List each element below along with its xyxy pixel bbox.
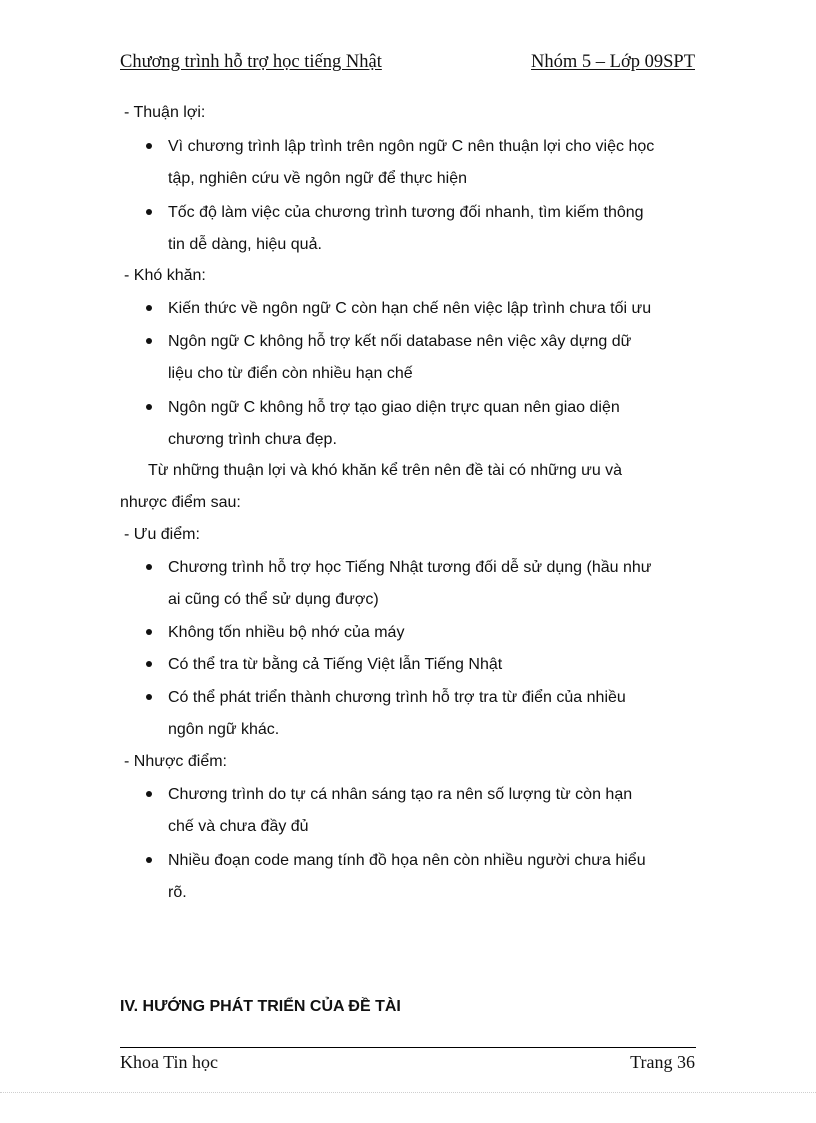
label-thuan-loi: - Thuận lợi: (124, 104, 206, 121)
bullet-icon (146, 661, 152, 667)
bullet-icon (146, 305, 152, 311)
list-item: Ngôn ngữ C không hỗ trợ tạo giao diện trực quan nên giao diện (168, 399, 620, 416)
paragraph-line: Từ những thuận lợi và khó khăn kể trên nên đề tài có những ưu và (148, 462, 623, 479)
section-heading: IV. HƯỚNG PHÁT TRIỂN CỦA ĐỀ TÀI (120, 998, 401, 1015)
list-item-continuation: tin dễ dàng, hiệu quả. (168, 236, 322, 253)
page-number: Trang 36 (630, 1052, 695, 1072)
label-uu-diem: - Ưu điểm: (124, 526, 200, 543)
list-item: Có thể phát triển thành chương trình hỗ trợ tra từ điển của nhiều (168, 689, 626, 706)
list-item: Ngôn ngữ C không hỗ trợ kết nối database nên việc xây dựng dữ (168, 333, 632, 350)
list-item: Không tốn nhiều bộ nhớ của máy (168, 624, 405, 641)
list-item-continuation: tập, nghiên cứu về ngôn ngữ để thực hiện (168, 170, 468, 187)
bullet-icon (146, 338, 152, 344)
list-item: Có thể tra từ bằng cả Tiếng Việt lẫn Tiếng Nhật (168, 656, 503, 673)
list-item: Nhiều đoạn code mang tính đồ họa nên còn nhiều người chưa hiểu (168, 852, 646, 869)
list-item-continuation: ai cũng có thể sử dụng được) (168, 591, 379, 608)
bullet-icon (146, 209, 152, 215)
bullet-icon (146, 694, 152, 700)
bullet-icon (146, 143, 152, 149)
list-item-continuation: chế và chưa đầy đủ (168, 818, 309, 835)
list-item-continuation: liệu cho từ điển còn nhiều hạn chế (168, 365, 413, 382)
list-item-continuation: chương trình chưa đẹp. (168, 431, 337, 448)
label-nhuoc-diem: - Nhược điểm: (124, 753, 227, 770)
page-boundary (0, 1092, 816, 1093)
list-item-continuation: rõ. (168, 884, 187, 901)
footer-divider (120, 1047, 696, 1048)
bullet-icon (146, 629, 152, 635)
list-item: Tốc độ làm việc của chương trình tương đối nhanh, tìm kiếm thông (168, 204, 644, 221)
label-kho-khan: - Khó khăn: (124, 267, 206, 284)
list-item: Kiến thức về ngôn ngữ C còn hạn chế nên việc lập trình chưa tối ưu (168, 300, 652, 317)
bullet-icon (146, 857, 152, 863)
page-header (120, 52, 695, 73)
header-title: Chương trình hỗ trợ học tiếng Nhật (120, 52, 382, 72)
page-footer (120, 1052, 695, 1073)
header-group: Nhóm 5 – Lớp 09SPT (531, 52, 695, 72)
list-item: Chương trình do tự cá nhân sáng tạo ra nên số lượng từ còn hạn (168, 786, 633, 803)
footer-department: Khoa Tin học (120, 1052, 219, 1072)
bullet-icon (146, 791, 152, 797)
list-item: Vì chương trình lập trình trên ngôn ngữ C nên thuận lợi cho việc học (168, 138, 655, 155)
bullet-icon (146, 564, 152, 570)
bullet-icon (146, 404, 152, 410)
list-item: Chương trình hỗ trợ học Tiếng Nhật tương đối dễ sử dụng (hầu như (168, 559, 652, 576)
paragraph-line: nhược điểm sau: (120, 494, 241, 511)
list-item-continuation: ngôn ngữ khác. (168, 721, 280, 738)
